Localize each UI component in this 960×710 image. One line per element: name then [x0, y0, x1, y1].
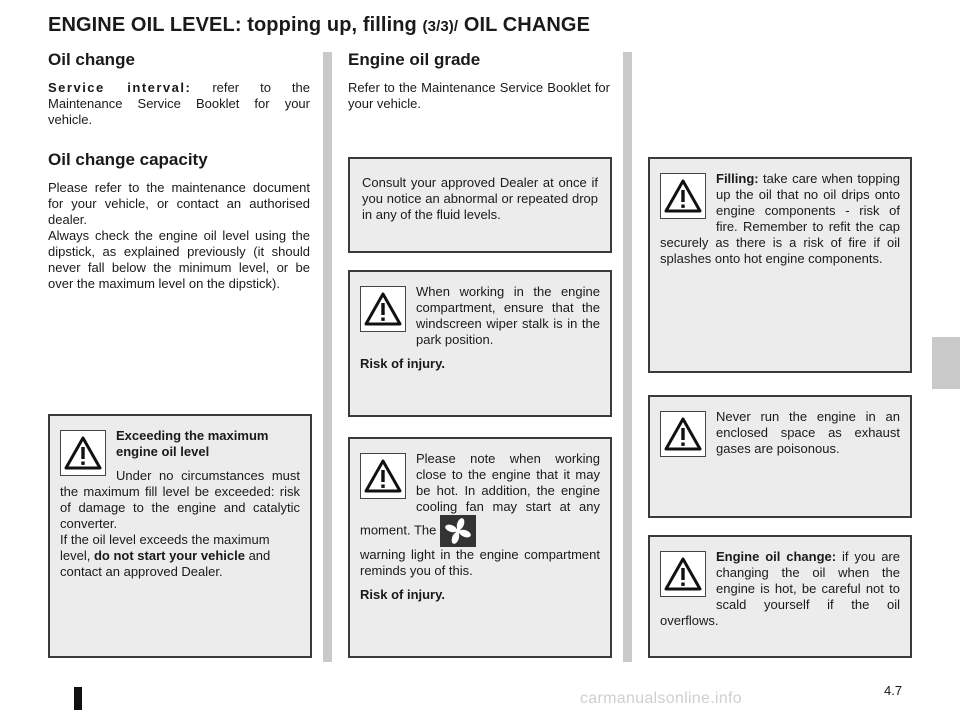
oil-grade-paragraph: Refer to the Maintenance Service Booklet for your vehicle. — [348, 80, 610, 111]
cooling-fan-icon — [440, 515, 476, 547]
exceeding-text-1: Under no circumstances must the maximum fill level be exceeded: risk of damage to the engine and catalytic converter. — [60, 468, 300, 531]
cooling-fan-warning-box — [348, 437, 612, 658]
watermark: carmanualsonline.info — [580, 690, 742, 707]
page-corner-mark — [74, 687, 82, 710]
exhaust-warning-box — [648, 395, 912, 518]
warning-triangle-icon — [360, 453, 406, 499]
oil-change-heading: Oil change — [48, 50, 135, 69]
warning-triangle-icon — [660, 173, 706, 219]
service-interval-paragraph: Service interval: refer to the Maintenance Service Booklet for your vehicle. — [48, 80, 310, 127]
scald-warning-text: Engine oil change: if you are changing the oil when the engine is hot, be careful not to scald yourself if the oil overflows. — [660, 549, 900, 628]
cooling-fan-text-2: warning light in the engine compartment reminds you of this. — [360, 547, 600, 578]
column-divider-left — [323, 52, 332, 662]
engine-oil-grade-heading: Engine oil grade — [348, 50, 481, 69]
dealer-notice-text: Consult your approved Dealer at once if you notice an abnormal or repeated drop in any of the fluid levels. — [362, 175, 598, 222]
wiper-risk-text: Risk of injury. — [360, 356, 445, 371]
warning-triangle-icon — [660, 411, 706, 457]
oil-change-capacity-heading: Oil change capacity — [48, 150, 208, 169]
capacity-paragraph-2: Always check the engine oil level using the dipstick, as explained previously (it should never fall below the minimum level, or be over the maximum level on the dipstick). — [48, 228, 310, 291]
chapter-tab — [932, 337, 960, 389]
cooling-fan-risk-text: Risk of injury. — [360, 587, 445, 602]
scald-warning-box — [648, 535, 912, 658]
wiper-warning-text: When working in the engine compartment, ensure that the windscreen wiper stalk is in the park position. — [416, 284, 600, 347]
capacity-paragraph-1: Please refer to the maintenance document for your vehicle, or contact an authorised dealer. — [48, 180, 310, 227]
dealer-notice-box — [348, 157, 612, 253]
cooling-fan-text-1: Please note when working close to the engine that it may be hot. In addition, the engine cooling fan may start at any moment. The — [360, 451, 600, 547]
filling-warning-box — [648, 157, 912, 373]
middle-column — [348, 50, 610, 112]
warning-triangle-icon — [660, 551, 706, 597]
left-column — [48, 50, 310, 292]
exceeding-text-2: If the oil level exceeds the maximum level, do not start your vehicle and contact an approved Dealer. — [60, 532, 271, 579]
filling-warning-text: Filling: take care when topping up the oil that no oil drips onto engine components - risk of fire. Remember to refit the cap securely as there is a risk of fire if oil splashes onto hot engine components. — [660, 171, 900, 266]
page-number: 4.7 — [884, 683, 903, 698]
warning-triangle-icon — [60, 430, 106, 476]
exceeding-level-warning-box — [48, 414, 312, 658]
exhaust-warning-text: Never run the engine in an enclosed space as exhaust gases are poisonous. — [716, 409, 900, 456]
wiper-warning-box — [348, 270, 612, 417]
exceeding-heading: Exceeding the maximum engine oil level — [116, 428, 269, 459]
column-divider-right — [623, 52, 632, 662]
warning-triangle-icon — [360, 286, 406, 332]
page-title: ENGINE OIL LEVEL: topping up, filling (3/3)/ OIL CHANGE — [48, 14, 591, 36]
